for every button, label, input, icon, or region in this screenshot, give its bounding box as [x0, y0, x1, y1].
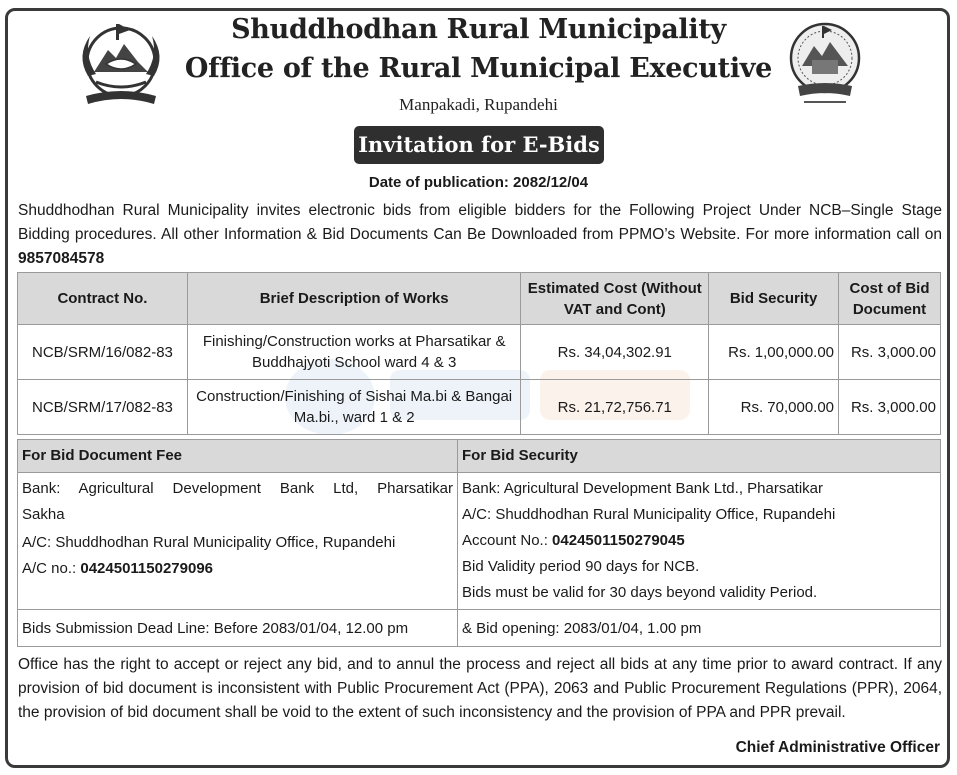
signatory-title: Chief Administrative Officer	[735, 739, 940, 756]
intro-text: Shuddhodhan Rural Municipality invites electronic bids from eligible bidders for the Following Project Under NCB–Single Stage Bidding procedures. All other Information & Bid Documents Can Be Downloaded from PPMO’s Website. For more information call on	[18, 202, 942, 243]
fee-account-name: A/C: Shuddhodhan Rural Municipality Office, Rupandehi	[22, 534, 396, 551]
bid-security-body	[458, 473, 940, 606]
bid-security-heading: For Bid Security	[458, 440, 940, 473]
doc-cost-cell: Rs. 3,000.00	[839, 325, 941, 380]
bid-security-cell: Rs. 1,00,000.00	[709, 325, 839, 380]
bid-validity: Bid Validity period 90 days for NCB.	[462, 558, 700, 575]
bid-security-cell: Rs. 70,000.00	[709, 380, 839, 435]
terms-paragraph: Office has the right to accept or reject any bid, and to annul the process and reject all bids at any time prior to award contract. If any provision of bid document is inconsistent with Public Procurement Act (PPA), 2063 and Public Procurement Regulations (PPR), 2064, the provision of bid document shall be void to the extent of such inconsistency and the provision of PPA and PPR prevail.	[18, 656, 942, 721]
works-table	[17, 272, 941, 435]
payment-details-section	[17, 439, 941, 647]
municipality-name: Shuddhodhan Rural Municipality	[231, 14, 726, 45]
col-header-estimated-cost: Estimated Cost (Without VAT and Cont)	[521, 273, 709, 325]
security-account-no-line	[462, 528, 936, 554]
fee-bank: Bank: Agricultural Development Bank Ltd, Pharsatikar	[22, 480, 453, 497]
publication-date: Date of publication: 2082/12/04	[368, 174, 589, 191]
contact-phone: 9857084578	[18, 250, 105, 267]
col-header-doc-cost: Cost of Bid Document	[839, 273, 941, 325]
contract-no-cell: NCB/SRM/17/082-83	[18, 380, 188, 435]
contract-no-cell: NCB/SRM/16/082-83	[18, 325, 188, 380]
notice-title-banner: Invitation for E-Bids	[354, 126, 604, 164]
security-account-no: 0424501150279045	[552, 532, 685, 549]
estimated-cost-cell: Rs. 21,72,756.71	[521, 380, 709, 435]
fee-account-no-line	[22, 556, 453, 582]
bid-opening: & Bid opening: 2083/01/04, 1.00 pm	[462, 620, 702, 637]
table-row	[18, 380, 941, 435]
bid-fee-body	[18, 473, 457, 582]
col-header-bid-security: Bid Security	[709, 273, 839, 325]
col-header-contract-no: Contract No.	[18, 273, 188, 325]
description-cell: Finishing/Construction works at Pharsatikar & Buddhajyoti School ward 4 & 3	[187, 325, 521, 380]
table-row	[18, 325, 941, 380]
bid-fee-heading: For Bid Document Fee	[18, 440, 457, 473]
address: Manpakadi, Rupandehi	[399, 95, 558, 114]
bid-validity-extra: Bids must be valid for 30 days beyond validity Period.	[462, 584, 818, 601]
description-cell: Construction/Finishing of Sishai Ma.bi & Bangai Ma.bi., ward 1 & 2	[187, 380, 521, 435]
doc-cost-cell: Rs. 3,000.00	[839, 380, 941, 435]
fee-account-no-label: A/C no.:	[22, 560, 81, 577]
estimated-cost-cell: Rs. 34,04,302.91	[521, 325, 709, 380]
submission-deadline: Bids Submission Dead Line: Before 2083/01/04, 12.00 pm	[22, 620, 409, 637]
fee-account-no: 0424501150279096	[80, 560, 214, 577]
office-name: Office of the Rural Municipal Executive	[184, 53, 773, 84]
intro-paragraph	[18, 199, 942, 271]
fee-bank-branch: Sakha	[22, 506, 65, 523]
security-bank: Bank: Agricultural Development Bank Ltd., Pharsatikar	[462, 480, 824, 497]
table-header-row	[18, 273, 941, 325]
security-account-no-label: Account No.:	[462, 532, 553, 549]
deadline-row	[18, 609, 940, 647]
col-header-description: Brief Description of Works	[187, 273, 521, 325]
security-account-name: A/C: Shuddhodhan Rural Municipality Office, Rupandehi	[462, 506, 836, 523]
